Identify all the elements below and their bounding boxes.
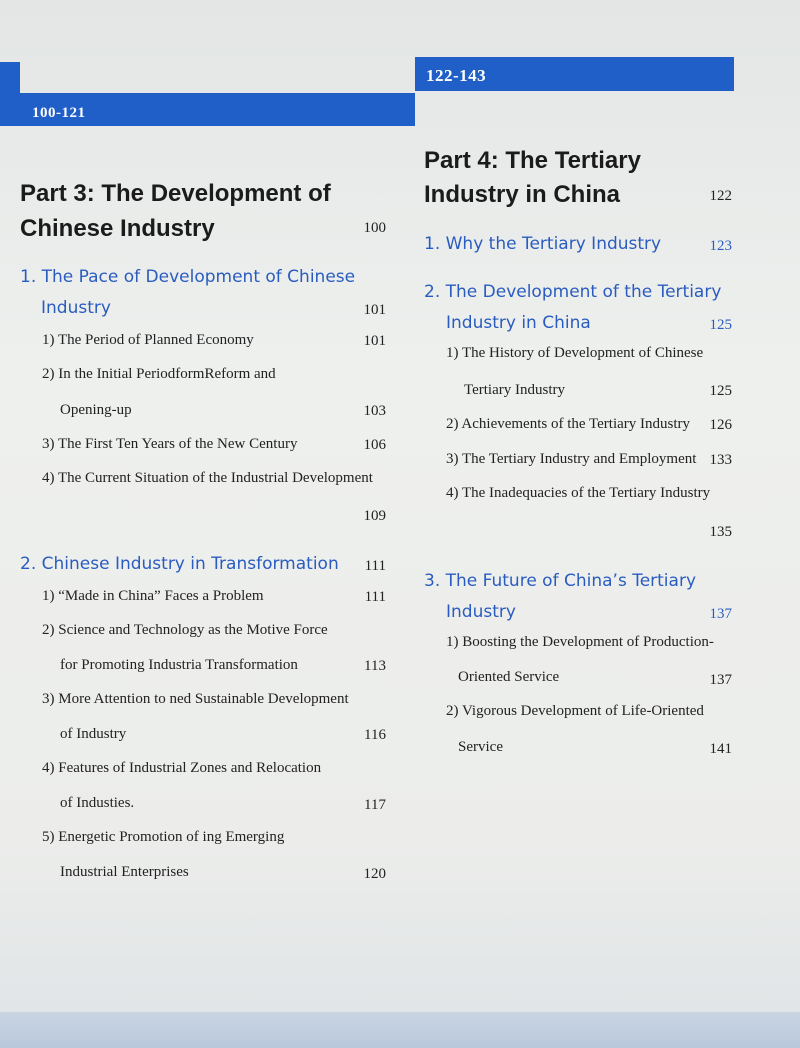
left-sub-2-5-page: 120 [363,866,386,882]
right-section-1-page: 123 [709,238,732,254]
part3-title-line1: Part 3: The Development of [20,180,331,207]
left-sub-1-2-page: 103 [363,403,386,419]
bottom-band [0,1012,800,1048]
left-sub-2-3-page: 116 [364,727,386,743]
right-section-2-page: 125 [709,317,732,333]
left-section-1-line2[interactable]: Industry [41,298,111,318]
part3-page: 100 [363,220,386,236]
left-range-band [20,93,415,126]
left-section-1-line1[interactable]: 1. The Pace of Development of Chinese [20,267,356,287]
right-sub-2-1-line1[interactable]: 1) The History of Development of Chinese [446,345,704,361]
right-section-3-page: 137 [709,606,732,622]
right-sub-3-2-line2[interactable]: Service [458,739,503,755]
right-sub-3-1-line1[interactable]: 1) Boosting the Development of Production- [446,634,714,650]
left-sub-2-5-line1[interactable]: 5) Energetic Promotion of ing Emerging [42,829,285,845]
left-sub-2-4-page: 117 [364,797,386,813]
right-sub-2-1-page: 125 [709,383,732,399]
right-sub-3-1-page: 137 [709,672,732,688]
right-sub-3-2-page: 141 [709,741,732,757]
right-sub-3-1-line2[interactable]: Oriented Service [458,669,560,685]
right-sub-3-2-line1[interactable]: 2) Vigorous Development of Life-Oriented [446,703,704,719]
part4-page: 122 [709,188,732,204]
left-section-2-page: 111 [364,558,386,574]
left-band-stub [0,62,20,126]
part3-title-line2: Chinese Industry [20,215,215,242]
right-sub-2-3[interactable]: 3) The Tertiary Industry and Employment [446,451,697,467]
left-sub-2-2-page: 113 [364,658,386,674]
left-sub-1-1-page: 101 [363,333,386,349]
right-section-3-line1[interactable]: 3. The Future of China’s Tertiary [424,571,696,591]
left-sub-2-3-line2[interactable]: of Industry [60,726,127,742]
part4-title-line1: Part 4: The Tertiary [424,147,641,174]
left-sub-1-2-line2[interactable]: Opening-up [60,402,132,418]
left-sub-2-2-line1[interactable]: 2) Science and Technology as the Motive Force [42,622,328,638]
left-sub-1-3-page: 106 [363,437,386,453]
left-sub-1-4-line1[interactable]: 4) The Current Situation of the Industrial Development [42,470,373,486]
right-section-3-line2[interactable]: Industry [446,602,516,622]
left-sub-2-4-line2[interactable]: of Industies. [60,795,135,811]
left-sub-1-4-page: 109 [363,508,386,524]
right-range-band [415,57,734,91]
left-sub-2-4-line1[interactable]: 4) Features of Industrial Zones and Relocation [42,760,322,776]
right-range-label: 122-143 [426,66,487,85]
right-sub-2-4-page: 135 [709,524,732,540]
right-sub-2-1-line2[interactable]: Tertiary Industry [464,382,566,398]
right-section-1[interactable]: 1. Why the Tertiary Industry [424,234,662,254]
left-sub-1-1[interactable]: 1) The Period of Planned Economy [42,332,254,348]
left-sub-2-3-line1[interactable]: 3) More Attention to ned Sustainable Development [42,691,349,707]
left-sub-2-1-page: 111 [364,589,386,605]
right-sub-2-2[interactable]: 2) Achievements of the Tertiary Industry [446,416,691,432]
left-section-2-line1[interactable]: 2. Chinese Industry in Transformation [20,554,339,574]
right-section-2-line1[interactable]: 2. The Development of the Tertiary [424,282,722,302]
left-sub-1-2-line1[interactable]: 2) In the Initial PeriodformReform and [42,366,276,382]
left-sub-2-1[interactable]: 1) “Made in China” Faces a Problem [42,588,264,604]
right-section-2-line2[interactable]: Industry in China [446,313,591,333]
left-sub-1-3[interactable]: 3) The First Ten Years of the New Century [42,436,298,452]
part4-title-line2: Industry in China [424,181,621,208]
left-sub-2-5-line2[interactable]: Industrial Enterprises [60,864,189,880]
left-sub-2-2-line2[interactable]: for Promoting Industria Transformation [60,657,298,673]
left-range-label: 100-121 [32,105,86,121]
right-sub-2-4-line1[interactable]: 4) The Inadequacies of the Tertiary Industry [446,485,711,501]
right-sub-2-3-page: 133 [709,452,732,468]
left-section-1-page: 101 [363,302,386,318]
right-sub-2-2-page: 126 [709,417,732,433]
